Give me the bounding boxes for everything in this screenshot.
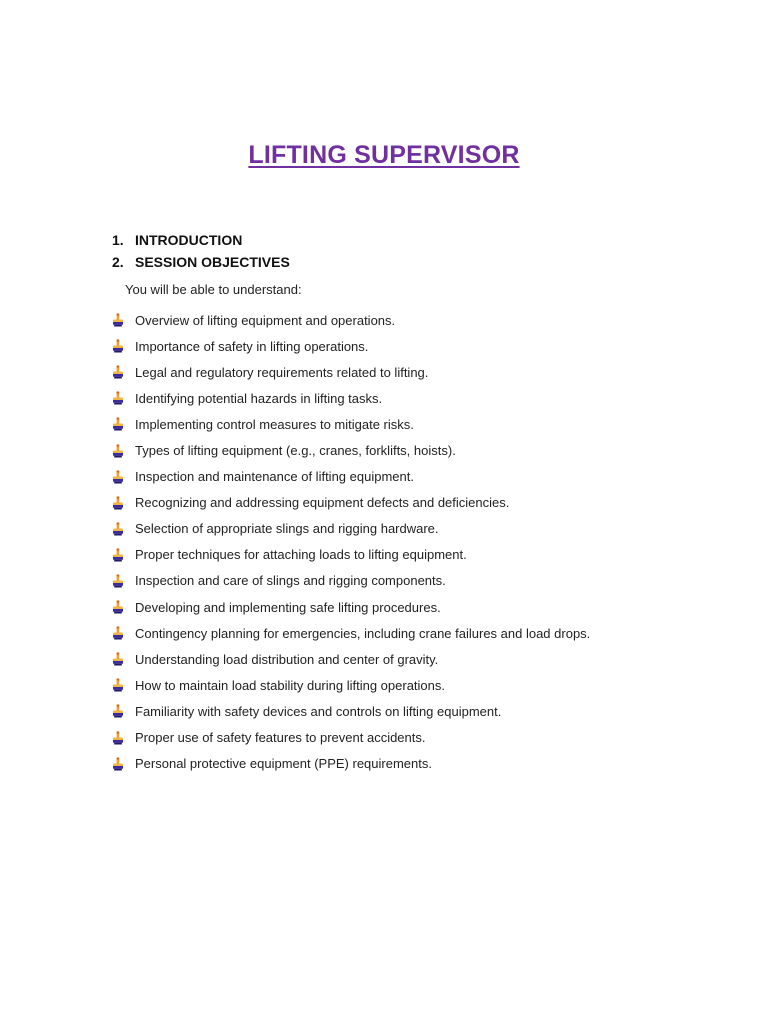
- objective-text: Contingency planning for emergencies, including crane failures and load drops.: [135, 625, 591, 641]
- objective-text: Identifying potential hazards in lifting tasks.: [135, 390, 383, 406]
- objective-item: [112, 568, 590, 594]
- hand-pointer-icon: [112, 339, 124, 353]
- objective-item: [112, 359, 590, 385]
- section-number: 1.: [112, 232, 124, 248]
- objective-text: Selection of appropriate slings and rigging hardware.: [135, 521, 439, 537]
- objective-text: Proper use of safety features to prevent accidents.: [135, 730, 426, 746]
- hand-pointer-icon: [112, 626, 124, 640]
- objective-text: Legal and regulatory requirements related to lifting.: [135, 364, 429, 380]
- hand-pointer-icon: [112, 731, 124, 745]
- hand-pointer-icon: [112, 574, 124, 588]
- objective-text: Implementing control measures to mitigate risks.: [135, 416, 414, 432]
- objective-item: [112, 751, 590, 777]
- section-label: INTRODUCTION: [135, 232, 243, 248]
- hand-pointer-icon: [112, 496, 124, 510]
- section-item: [112, 251, 290, 273]
- section-number: 2.: [112, 254, 124, 270]
- objective-item: [112, 333, 590, 359]
- hand-pointer-icon: [112, 678, 124, 692]
- objective-item: [112, 725, 590, 751]
- objective-item: [112, 542, 590, 568]
- hand-pointer-icon: [112, 391, 124, 405]
- objective-item: [112, 437, 590, 463]
- hand-pointer-icon: [112, 600, 124, 614]
- objective-item: [112, 411, 590, 437]
- hand-pointer-icon: [112, 313, 124, 327]
- objective-text: Inspection and care of slings and rigging components.: [135, 573, 446, 589]
- hand-pointer-icon: [112, 470, 124, 484]
- objective-item: [112, 646, 590, 672]
- hand-pointer-icon: [112, 757, 124, 771]
- objective-item: [112, 307, 590, 333]
- objective-text: How to maintain load stability during lifting operations.: [135, 677, 446, 693]
- objective-text: Inspection and maintenance of lifting equipment.: [135, 469, 414, 485]
- objectives-list: [112, 307, 590, 777]
- hand-pointer-icon: [112, 704, 124, 718]
- objective-item: [112, 698, 590, 724]
- objective-item: [112, 594, 590, 620]
- objective-text: Developing and implementing safe lifting procedures.: [135, 599, 441, 615]
- objective-text: Familiarity with safety devices and controls on lifting equipment.: [135, 703, 502, 719]
- objective-item: [112, 620, 590, 646]
- hand-pointer-icon: [112, 652, 124, 666]
- objective-item: [112, 464, 590, 490]
- section-list: [112, 229, 290, 273]
- objective-item: [112, 490, 590, 516]
- objective-text: Types of lifting equipment (e.g., cranes, forklifts, hoists).: [135, 443, 456, 459]
- objective-item: [112, 516, 590, 542]
- objective-item: [112, 672, 590, 698]
- objective-text: Overview of lifting equipment and operations.: [135, 312, 396, 328]
- objective-item: [112, 385, 590, 411]
- hand-pointer-icon: [112, 417, 124, 431]
- hand-pointer-icon: [112, 365, 124, 379]
- objective-text: Proper techniques for attaching loads to lifting equipment.: [135, 547, 467, 563]
- intro-text: You will be able to understand:: [125, 282, 302, 297]
- section-label: SESSION OBJECTIVES: [135, 254, 290, 270]
- hand-pointer-icon: [112, 548, 124, 562]
- section-item: [112, 229, 290, 251]
- objective-text: Importance of safety in lifting operations.: [135, 338, 369, 354]
- objective-text: Understanding load distribution and center of gravity.: [135, 651, 439, 667]
- objective-text: Recognizing and addressing equipment defects and deficiencies.: [135, 495, 510, 511]
- page-title: LIFTING SUPERVISOR: [248, 141, 520, 169]
- hand-pointer-icon: [112, 444, 124, 458]
- objective-text: Personal protective equipment (PPE) requirements.: [135, 756, 432, 772]
- hand-pointer-icon: [112, 522, 124, 536]
